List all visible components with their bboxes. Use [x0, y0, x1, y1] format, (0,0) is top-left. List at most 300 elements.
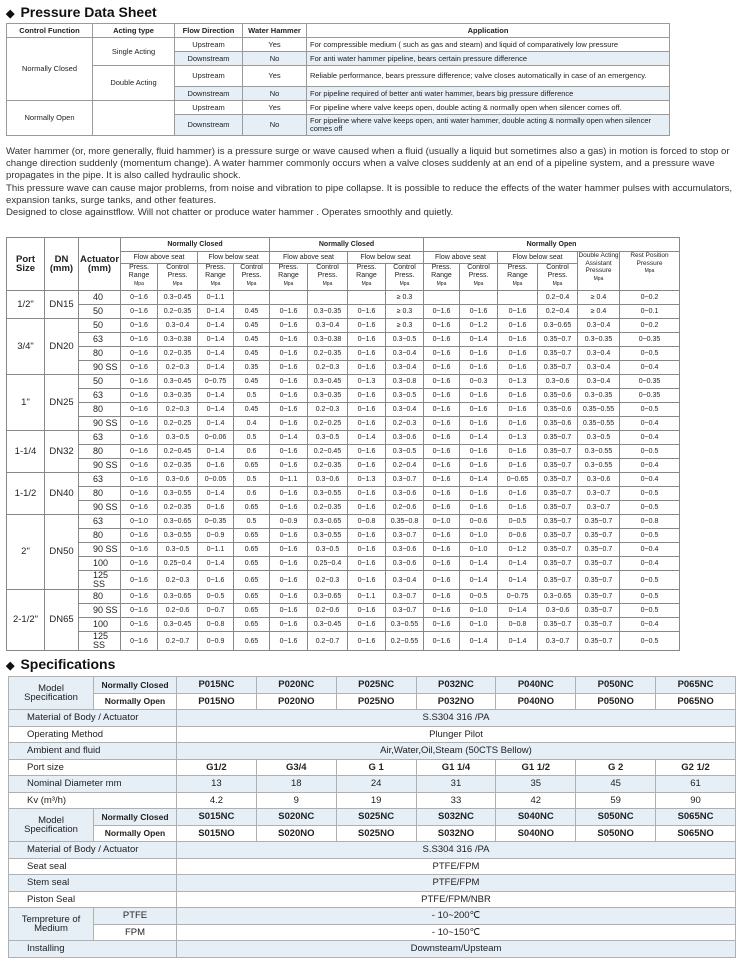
pressure-cell: 0.2~0.6: [386, 501, 424, 515]
pressure-cell: 0.5: [234, 473, 270, 487]
port-cell: G 2: [576, 759, 656, 776]
pressure-cell: [270, 291, 308, 305]
pressure-cell: 0~1.6: [424, 604, 460, 618]
pressure-cell: 0.3~0.6: [308, 473, 348, 487]
pressure-cell: 0.2~0.3: [308, 403, 348, 417]
pressure-cell: 0~0.5: [198, 590, 234, 604]
pressure-cell: 0~1.6: [348, 389, 386, 403]
piston-seal-value: PTFE/FPM/NBR: [177, 891, 736, 908]
model-cell: S050NC: [576, 809, 656, 826]
pressure-cell: 0~1.6: [424, 417, 460, 431]
pressure-cell: 0~1.6: [348, 403, 386, 417]
pressure-cell: 0.45: [234, 347, 270, 361]
actuator-cell: 125 SS: [79, 632, 121, 651]
pressure-cell: 0~1.4: [198, 417, 234, 431]
operating-label: Operating Method: [9, 726, 177, 743]
port-size-cell: 3/4": [7, 319, 45, 375]
pressure-cell: 0.3~0.5: [158, 543, 198, 557]
pressure-cell: 0~1.6: [121, 389, 158, 403]
pressure-cell: 0~1.6: [424, 333, 460, 347]
table-row: [7, 590, 680, 604]
dn-cell: DN50: [45, 515, 79, 590]
table-row: [7, 473, 680, 487]
ptfe-value: - 10~200℃: [177, 908, 736, 925]
pressure-cell: 0~0.5: [620, 487, 680, 501]
pressure-cell: 0~1.6: [348, 319, 386, 333]
table-row: [7, 66, 670, 87]
seat-seal-value: PTFE/FPM: [177, 858, 736, 875]
pressure-cell: 0.3~0.7: [386, 529, 424, 543]
pressure-cell: 0.3~0.55: [578, 445, 620, 459]
kv-cell: 33: [416, 792, 496, 809]
pressure-cell: 0~1.6: [121, 604, 158, 618]
pressure-cell: 0~1.6: [498, 389, 538, 403]
pressure-cell: 0~1.6: [198, 501, 234, 515]
pressure-cell: 0~1.6: [348, 417, 386, 431]
pressure-cell: 0~1.6: [121, 445, 158, 459]
pressure-cell: 0~1.4: [460, 571, 498, 590]
pressure-cell: 0~0.1: [620, 305, 680, 319]
pressure-cell: 0~0.5: [620, 529, 680, 543]
control-press-header: Control Press. Mpa: [158, 264, 198, 291]
pressure-cell: 0~1.4: [498, 557, 538, 571]
model-cell: P032NO: [416, 693, 496, 710]
pressure-cell: 0.35~0.7: [578, 557, 620, 571]
pressure-cell: 0~1.4: [198, 389, 234, 403]
pressure-cell: 0~0.65: [498, 473, 538, 487]
kv-cell: 9: [256, 792, 336, 809]
pressure-cell: 0.35~0.7: [538, 557, 578, 571]
normally-closed-header: Normally Closed: [121, 238, 270, 252]
pressure-cell: 0~0.8: [498, 618, 538, 632]
pressure-cell: 0~1.6: [121, 361, 158, 375]
pressure-cell: 0~1.6: [121, 403, 158, 417]
hammer-cell: No: [243, 52, 307, 66]
pressure-cell: 0~1.6: [270, 487, 308, 501]
pressure-cell: 0~0.6: [460, 515, 498, 529]
control-press-header: Control Press. Mpa: [386, 264, 424, 291]
pressure-cell: 0~0.4: [620, 618, 680, 632]
pressure-cell: 0~1.0: [460, 618, 498, 632]
model-cell: P050NC: [576, 677, 656, 694]
table-row: [7, 417, 680, 431]
table-row: [7, 389, 680, 403]
pressure-cell: 0~1.6: [270, 618, 308, 632]
pressure-cell: 0~0.5: [498, 515, 538, 529]
pressure-cell: 0~0.35: [620, 375, 680, 389]
port-size-cell: 1": [7, 375, 45, 431]
pressure-cell: 0~1.6: [198, 459, 234, 473]
pressure-cell: 0.5: [234, 389, 270, 403]
installing-value: Downsteam/Upsteam: [177, 941, 736, 958]
pressure-cell: 0~1.6: [424, 403, 460, 417]
pressure-cell: 0.65: [234, 459, 270, 473]
port-size-cell: 2-1/2": [7, 590, 45, 651]
nc-label: Normally Closed: [94, 809, 177, 826]
pressure-cell: 0.3~0.65: [538, 590, 578, 604]
pressure-cell: 0.3~0.7: [386, 590, 424, 604]
model-cell: S025NC: [336, 809, 416, 826]
pressure-cell: 0~0.4: [620, 361, 680, 375]
table-row: [7, 618, 680, 632]
pressure-cell: 0.3~0.65: [158, 515, 198, 529]
pressure-cell: 0~1.4: [498, 571, 538, 590]
pressure-cell: 0~1.6: [424, 375, 460, 389]
table-row: [9, 693, 736, 710]
port-size-cell: 1-1/2: [7, 473, 45, 515]
application-cell: For pipeline where valve keeps open, double acting & normally open when silencer comes off.: [307, 101, 670, 115]
model-cell: S015NO: [177, 825, 257, 842]
acting-cell: [93, 101, 175, 136]
pressure-cell: 0~1.6: [424, 571, 460, 590]
model-cell: P025NC: [336, 677, 416, 694]
pressure-cell: ≥ 0.4: [578, 291, 620, 305]
port-cell: G1/2: [177, 759, 257, 776]
actuator-cell: 90 SS: [79, 604, 121, 618]
port-size-cell: 1/2": [7, 291, 45, 319]
pressure-cell: 0.3~0.38: [308, 333, 348, 347]
model-cell: P020NC: [256, 677, 336, 694]
diamond-bullet-icon: ◆: [6, 8, 15, 20]
pressure-cell: 0~0.3: [460, 375, 498, 389]
pressure-cell: 0~1.6: [424, 319, 460, 333]
port-cell: G2 1/2: [656, 759, 736, 776]
press-range-header: Press. Range Mpa: [270, 264, 308, 291]
pressure-cell: 0~1.6: [460, 445, 498, 459]
model-cell: P025NO: [336, 693, 416, 710]
pressure-cell: 0~1.6: [460, 487, 498, 501]
pressure-cell: 0~1.4: [198, 305, 234, 319]
table-row: [7, 571, 680, 590]
pressure-cell: 0.65: [234, 632, 270, 651]
pressure-cell: 0~0.5: [620, 403, 680, 417]
note-paragraph: Water hammer (or, more generally, fluid hammer) is a pressure surge or wave caused when a fluid (usually a liquid but sometimes also a gas) in motion is forced to stop or change direction suddenly (momentum change). A water hammer commonly occurs when a valve closes suddenly at an end of a pipeline system, and a pressure wave propagates in the pipe. It is also called hydraulic shock.: [6, 146, 730, 182]
pressure-cell: 0.35~0.7: [538, 473, 578, 487]
water-hammer-note: [6, 146, 744, 219]
pressure-cell: 0.35~0.7: [538, 459, 578, 473]
pressure-cell: 0~1.6: [348, 333, 386, 347]
pressure-cell: 0~0.9: [198, 632, 234, 651]
note-paragraph: Designed to close againstflow. Will not chatter or produce water hammer . Operates smoothly and quietly.: [6, 207, 454, 219]
table-row: [7, 431, 680, 445]
flow-above-seat-header: Flow above seat: [121, 252, 198, 264]
pressure-cell: 0~0.4: [620, 557, 680, 571]
pressure-cell: 0.2~0.35: [308, 501, 348, 515]
pressure-cell: 0~1.6: [348, 305, 386, 319]
rest-position-header: Rest Position Pressure Mpa: [620, 252, 680, 291]
pressure-cell: 0~0.05: [198, 473, 234, 487]
pressure-cell: 0~1.6: [348, 529, 386, 543]
pressure-cell: 0~0.4: [620, 459, 680, 473]
kv-cell: 90: [656, 792, 736, 809]
header-application: Application: [307, 24, 670, 38]
kv-label: Kv (m³/h): [9, 792, 177, 809]
pressure-cell: 0~0.4: [620, 473, 680, 487]
pressure-cell: 0~1.6: [424, 543, 460, 557]
header-water-hammer: Water Hammer: [243, 24, 307, 38]
dn-cell: DN20: [45, 319, 79, 375]
control-press-header: Control Press. Mpa: [460, 264, 498, 291]
pressure-cell: 0~1.6: [348, 459, 386, 473]
pressure-cell: 0~0.7: [198, 604, 234, 618]
control-cell: Normally Open: [7, 101, 93, 136]
pressure-cell: 0.2~0.3: [158, 571, 198, 590]
pressure-cell: 0.2~0.35: [158, 305, 198, 319]
pressure-cell: 0~0.35: [198, 515, 234, 529]
pressure-cell: 0~1.6: [460, 501, 498, 515]
actuator-cell: 80: [79, 529, 121, 543]
pressure-cell: 0.3~0.45: [158, 375, 198, 389]
pressure-cell: 0~0.35: [620, 389, 680, 403]
pressure-cell: 0.3~0.4: [386, 571, 424, 590]
pressure-cell: 0~1.6: [460, 347, 498, 361]
pressure-cell: 0.35~0.7: [578, 543, 620, 557]
pressure-cell: 0~1.6: [121, 543, 158, 557]
pressure-cell: 0.5: [234, 515, 270, 529]
actuator-cell: 50: [79, 305, 121, 319]
pressure-cell: 0~1.3: [348, 473, 386, 487]
pressure-cell: ≥ 0.3: [386, 291, 424, 305]
pressure-cell: 0.35~0.7: [538, 445, 578, 459]
pressure-cell: 0.35~0.7: [538, 543, 578, 557]
pressure-cell: 0~1.6: [460, 417, 498, 431]
pressure-cell: 0.65: [234, 557, 270, 571]
pressure-cell: 0~1.3: [498, 431, 538, 445]
port-size-cell: 1-1/4: [7, 431, 45, 473]
table-row: [9, 825, 736, 842]
pressure-cell: 0~1.6: [121, 347, 158, 361]
table-row: [7, 632, 680, 651]
pressure-cell: 0~1.6: [460, 361, 498, 375]
application-cell: For pipeline where valve keeps open, anti water hammer, double acting & normally open when silencer comes off: [307, 115, 670, 136]
double-acting-header: Double Acting Assistant Pressure Mpa: [578, 252, 620, 291]
pressure-cell: 0.3~0.65: [158, 590, 198, 604]
pressure-cell: 0~1.3: [348, 375, 386, 389]
pressure-cell: 0~1.6: [424, 618, 460, 632]
actuator-cell: 50: [79, 375, 121, 389]
pressure-cell: 0~1.4: [198, 487, 234, 501]
model-cell: P020NO: [256, 693, 336, 710]
pressure-cell: 0.3~0.55: [308, 487, 348, 501]
pressure-cell: 0~1.6: [498, 319, 538, 333]
model-cell: S032NC: [416, 809, 496, 826]
pressure-cell: 0~1.6: [348, 361, 386, 375]
pressure-cell: 0~1.6: [270, 417, 308, 431]
pressure-cell: 0.3~0.35: [578, 333, 620, 347]
press-range-header: Press. Range Mpa: [198, 264, 234, 291]
pressure-cell: 0.25~0.4: [308, 557, 348, 571]
pressure-cell: 0~0.5: [620, 590, 680, 604]
pressure-cell: 0.45: [234, 319, 270, 333]
table-row: [7, 487, 680, 501]
table-row: [9, 858, 736, 875]
pressure-cell: 0.35~0.7: [538, 571, 578, 590]
pressure-cell: 0~1.2: [498, 543, 538, 557]
pressure-cell: 0~1.6: [498, 501, 538, 515]
pressure-cell: 0.45: [234, 305, 270, 319]
table-row: [7, 604, 680, 618]
pressure-cell: 0.3~0.45: [158, 618, 198, 632]
pressure-cell: 0.65: [234, 571, 270, 590]
actuator-cell: 100: [79, 618, 121, 632]
note-paragraph: This pressure wave can cause major problems, from noise and vibration to pipe collapse. It is possible to reduce the effects of the water hammer pulses with accumulators, expansion tanks, surge tanks, and other features.: [6, 182, 733, 206]
group-header-row: [7, 238, 680, 252]
diameter-cell: 13: [177, 776, 257, 793]
pressure-cell: 0~1.6: [121, 473, 158, 487]
kv-cell: 4.2: [177, 792, 257, 809]
pressure-cell: 0~1.4: [460, 333, 498, 347]
pressure-cell: 0~0.5: [460, 590, 498, 604]
pressure-cell: 0~1.6: [498, 403, 538, 417]
pressure-cell: 0~1.4: [498, 632, 538, 651]
pressure-cell: 0~1.6: [121, 459, 158, 473]
pressure-cell: 0~1.4: [198, 347, 234, 361]
table-row: [9, 809, 736, 826]
pressure-cell: 0.3~0.5: [308, 543, 348, 557]
pressure-cell: 0~1.6: [270, 571, 308, 590]
pressure-cell: 0~1.4: [460, 632, 498, 651]
pressure-cell: 0~1.6: [121, 319, 158, 333]
stem-seal-value: PTFE/FPM: [177, 875, 736, 892]
pressure-cell: 0~0.8: [198, 618, 234, 632]
specifications-table: [8, 676, 736, 958]
pressure-cell: 0~1.6: [270, 557, 308, 571]
pressure-cell: 0~1.6: [198, 571, 234, 590]
dn-cell: DN65: [45, 590, 79, 651]
actuator-cell: 90 SS: [79, 361, 121, 375]
model-cell: P065NC: [656, 677, 736, 694]
pressure-cell: 0.35~0.7: [578, 632, 620, 651]
flow-cell: Downstream: [175, 87, 243, 101]
diameter-cell: 45: [576, 776, 656, 793]
table-row: [7, 529, 680, 543]
pressure-cell: 0~1.6: [121, 618, 158, 632]
port-cell: G3/4: [256, 759, 336, 776]
model-cell: P050NO: [576, 693, 656, 710]
pressure-cell: 0~1.6: [460, 403, 498, 417]
pressure-cell: 0~1.3: [498, 375, 538, 389]
pressure-cell: 0~1.6: [121, 487, 158, 501]
pressure-cell: 0~1.6: [424, 529, 460, 543]
hammer-cell: Yes: [243, 38, 307, 52]
model-cell: S020NC: [256, 809, 336, 826]
actuator-cell: 80: [79, 403, 121, 417]
pressure-cell: 0.3~0.65: [538, 319, 578, 333]
header-control-function: Control Function: [7, 24, 93, 38]
application-cell: For pipeline required of better anti water hammer, bears big pressure difference: [307, 87, 670, 101]
actuator-cell: 63: [79, 473, 121, 487]
pressure-cell: 0.3~0.7: [386, 604, 424, 618]
table-row: [9, 924, 736, 941]
actuator-cell: 80: [79, 487, 121, 501]
table-row: [9, 677, 736, 694]
flow-cell: Downstream: [175, 52, 243, 66]
pressure-cell: 0~1.4: [460, 473, 498, 487]
pressure-cell: 0.3~0.4: [386, 361, 424, 375]
piston-seal-label: Piston Seal: [9, 891, 177, 908]
table-row: [9, 776, 736, 793]
acting-cell: Double Acting: [93, 66, 175, 101]
table-row: [9, 726, 736, 743]
press-range-header: Press. Range Mpa: [348, 264, 386, 291]
pressure-cell: 0~1.6: [498, 361, 538, 375]
pressure-cell: 0.35: [234, 361, 270, 375]
pressure-cell: 0.3~0.8: [386, 375, 424, 389]
header-flow-direction: Flow Direction: [175, 24, 243, 38]
model-cell: S032NO: [416, 825, 496, 842]
pressure-cell: [308, 291, 348, 305]
table-row: [9, 842, 736, 859]
pressure-cell: 0~1.1: [348, 590, 386, 604]
pressure-cell: 0.3~0.6: [578, 473, 620, 487]
table-row: [7, 305, 680, 319]
fpm-value: - 10~150℃: [177, 924, 736, 941]
pressure-cell: 0.3~0.35: [308, 389, 348, 403]
pressure-cell: 0~0.4: [620, 417, 680, 431]
port-size-cell: 2": [7, 515, 45, 590]
pressure-cell: 0.3~0.5: [158, 431, 198, 445]
pressure-cell: 0.2~0.3: [308, 361, 348, 375]
pressure-cell: 0~0.5: [620, 571, 680, 590]
pressure-cell: 0.3~0.55: [158, 487, 198, 501]
diameter-label: Nominal Diameter mm: [9, 776, 177, 793]
pressure-cell: 0~1.6: [121, 375, 158, 389]
pressure-cell: 0.3~0.4: [578, 319, 620, 333]
pressure-cell: 0~1.6: [270, 459, 308, 473]
table-row: [7, 557, 680, 571]
pressure-cell: 0.35~0.6: [538, 403, 578, 417]
flow-cell: Downstream: [175, 115, 243, 136]
material-value: S.S304 316 /PA: [177, 842, 736, 859]
pressure-cell: 0~1.6: [424, 431, 460, 445]
pressure-cell: 0~1.6: [270, 632, 308, 651]
actuator-cell: 125 SS: [79, 571, 121, 590]
model-cell: S025NO: [336, 825, 416, 842]
pressure-cell: 0.2~0.7: [308, 632, 348, 651]
model-cell: P015NO: [177, 693, 257, 710]
pressure-cell: 0.3~0.35: [308, 305, 348, 319]
diamond-bullet-icon: ◆: [6, 660, 15, 672]
actuator-cell: 100: [79, 557, 121, 571]
material-label: Material of Body / Actuator: [9, 842, 177, 859]
ptfe-label: PTFE: [94, 908, 177, 925]
table-row: [7, 459, 680, 473]
pressure-cell: 0.35~0.7: [538, 529, 578, 543]
pressure-cell: 0~1.6: [348, 632, 386, 651]
pressure-cell: 0~1.6: [270, 389, 308, 403]
pressure-cell: 0~1.6: [460, 305, 498, 319]
pressure-cell: 0~1.6: [270, 319, 308, 333]
pressure-cell: 0~1.6: [424, 445, 460, 459]
pressure-cell: 0.3~0.4: [308, 319, 348, 333]
pressure-cell: 0~1.6: [424, 361, 460, 375]
pressure-cell: 0.35~0.6: [538, 417, 578, 431]
control-press-header: Control Press. Mpa: [538, 264, 578, 291]
diameter-cell: 61: [656, 776, 736, 793]
pressure-cell: 0.2~0.25: [308, 417, 348, 431]
pressure-cell: 0.2~0.6: [308, 604, 348, 618]
pressure-cell: 0~1.6: [121, 632, 158, 651]
no-label: Normally Open: [94, 693, 177, 710]
pressure-cell: 0~1.2: [460, 319, 498, 333]
pressure-cell: 0.3~0.6: [538, 604, 578, 618]
pressure-cell: 0~0.4: [620, 543, 680, 557]
diameter-cell: 35: [496, 776, 576, 793]
pressure-cell: 0~1.6: [121, 571, 158, 590]
pressure-cell: 0.2~0.3: [158, 361, 198, 375]
actuator-cell: 63: [79, 333, 121, 347]
table-row: [9, 891, 736, 908]
